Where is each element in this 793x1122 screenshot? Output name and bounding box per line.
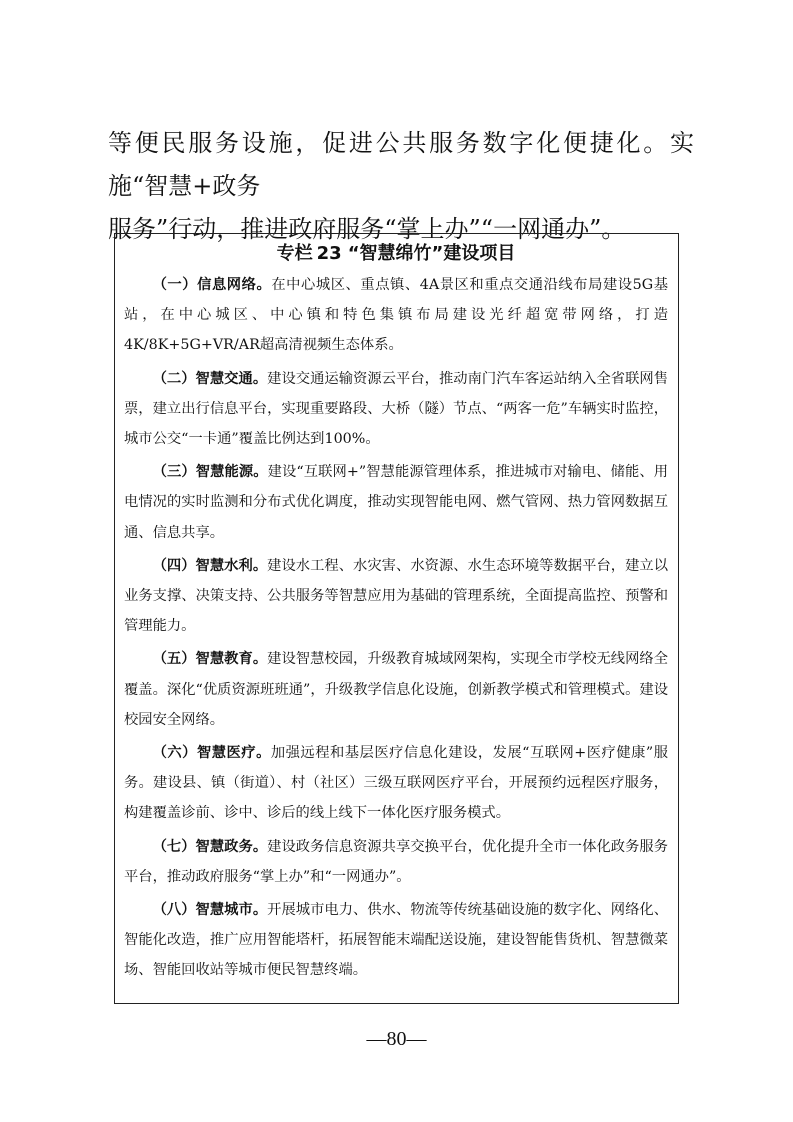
box-title-prefix: 专栏 [276, 243, 313, 264]
box-title-number: 23 [316, 243, 342, 264]
item-head: （三）智慧能源。 [152, 464, 268, 481]
feature-box [114, 233, 679, 1004]
intro-paragraph [108, 122, 694, 251]
item-body: 在中心城区、重点镇、4A景区和重点交通沿线布局建设5G基站，在中心城区、中心镇和特色集镇布局建设光纤超宽带网络，打造4K/8K+5G+VR/AR超高清视频生态体系。 [124, 277, 669, 354]
item-smart-energy [124, 457, 668, 548]
box-title-text: “智慧绵竹”建设项目 [347, 243, 516, 264]
page-number: —80— [366, 1028, 427, 1050]
item-head: （一）信息网络。 [152, 277, 272, 293]
item-body: 建设政务信息资源共享交换平台，优化提升全市一体化政务服务平台，推动政府服务“掌上办”和“一网通办”。 [124, 838, 669, 885]
item-smart-city [124, 895, 668, 986]
item-head: （七）智慧政务。 [152, 838, 268, 855]
item-head: （六）智慧医疗。 [152, 745, 271, 762]
item-information-network [124, 270, 668, 361]
item-head: （五）智慧教育。 [152, 651, 268, 668]
item-smart-education [124, 644, 668, 735]
item-head: （八）智慧城市。 [152, 902, 268, 919]
item-head: （二）智慧交通。 [152, 370, 268, 387]
item-body: 开展城市电力、供水、物流等传统基础设施的数字化、网络化、智能化改造，推广应用智能塔杆，拓展智能末端配送设施，建设智能售货机、智慧微菜场、智能回收站等城市便民智慧终端。 [124, 902, 669, 979]
intro-line-1: 等便民服务设施，促进公共服务数字化便捷化。实施“智慧+政务 [108, 129, 694, 200]
item-body: 建设水工程、水灾害、水资源、水生态环境等数据平台，建立以业务支撑、决策支持、公共服务等智慧应用为基础的管理系统，全面提高监控、预警和管理能力。 [124, 557, 669, 635]
item-body: 建设交通运输资源云平台，推动南门汽车客运站纳入全省联网售票，建立出行信息平台，实现重要路段、大桥（隧）节点、“两客一危”车辆实时监控，城市公交“一卡通”覆盖比例达到100%。 [124, 370, 669, 448]
item-body: 加强远程和基层医疗信息化建设，发展“互联网+医疗健康”服务。建设县、镇（街道）、村（社区）三级互联网医疗平台，开展预约远程医疗服务，构建覆盖诊前、诊中、诊后的线上线下一体化医疗服务模式。 [124, 745, 668, 822]
box-title [124, 240, 668, 268]
item-body: 建设“互联网+”智慧能源管理体系，推进城市对输电、储能、用电情况的实时监测和分布式优化调度，推动实现智能电网、燃气管网、热力管网数据互通、信息共享。 [124, 464, 668, 541]
item-smart-healthcare [124, 738, 668, 829]
item-head: （四）智慧水利。 [152, 557, 268, 574]
item-smart-water [124, 551, 668, 642]
item-smart-transport [124, 364, 668, 455]
item-smart-government [124, 832, 668, 892]
item-body: 建设智慧校园，升级教育城域网架构，实现全市学校无线网络全覆盖。深化“优质资源班班通”，升级教学信息化设施，创新教学模式和管理模式。建设校园安全网络。 [124, 651, 669, 728]
intro-line-2: 服务”行动，推进政府服务“掌上办”“一网通办”。 [108, 215, 626, 243]
